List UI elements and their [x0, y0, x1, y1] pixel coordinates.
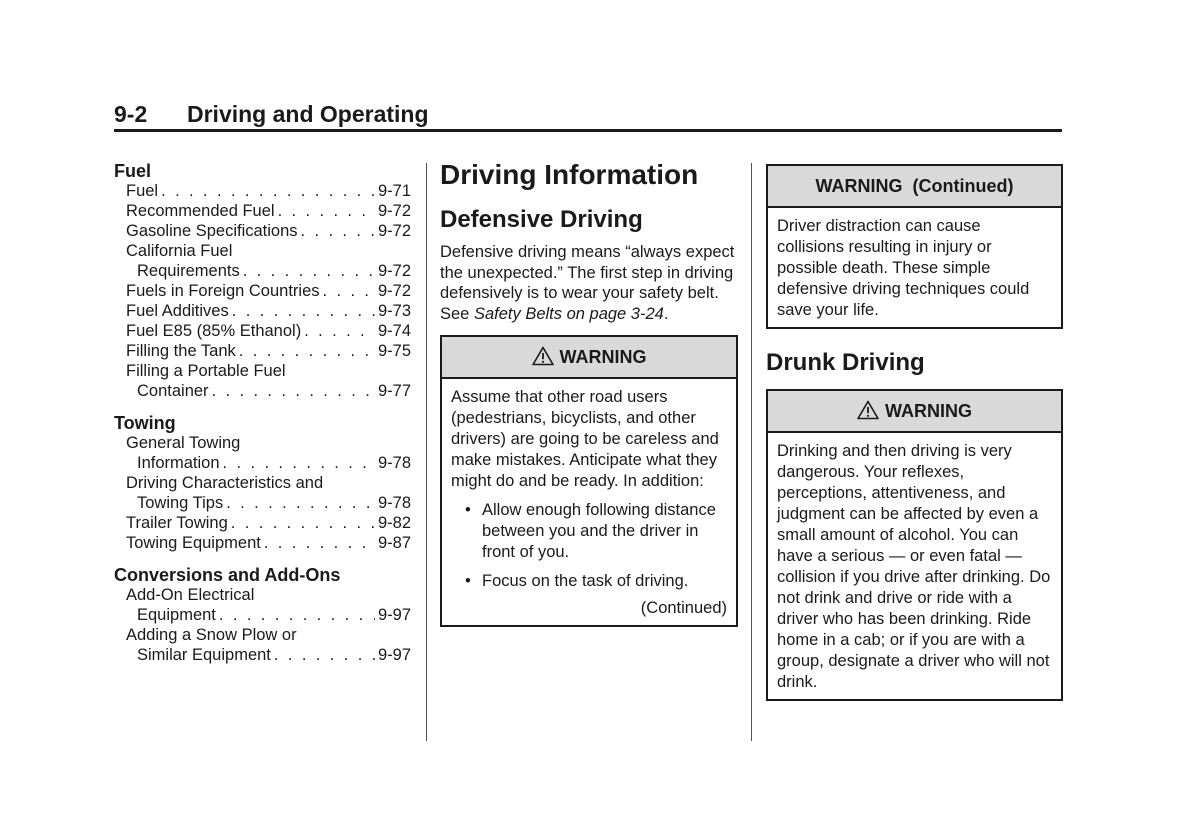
toc-entry-page: 9-72	[377, 202, 411, 220]
dot-leader	[226, 493, 375, 513]
dot-leader	[239, 341, 375, 361]
warning-title: WARNING	[885, 401, 972, 421]
dot-leader	[223, 453, 375, 473]
dot-leader	[323, 281, 375, 301]
warning-title: WARNING	[559, 347, 647, 367]
dot-leader	[212, 381, 375, 401]
toc-entry-page: 9-72	[377, 222, 411, 240]
warning-text: Drinking and then driving is very dangerous. Your reflexes, perceptions, attentiveness, and judgment can be affected by even a small amount of alcohol. You can have a serious — or even fatal — collision if you drive after drinking. Do not drink and drive or ride with a driver who has been drinking. Ride home in a cab; or if you are with a group, designate a driver who will not drink.	[777, 442, 1051, 691]
toc-entry-line[interactable]: Filling a Portable Fuel	[126, 362, 286, 380]
toc-entry[interactable]	[114, 281, 411, 301]
warning-header: WARNING (Continued)	[768, 166, 1061, 208]
dot-leader	[243, 261, 375, 281]
toc-entry-page: 9-82	[377, 514, 411, 532]
defensive-driving-warning-continued	[766, 164, 1063, 329]
toc-entry-page: 9-73	[377, 302, 411, 320]
toc-entry-title: Filling the Tank	[126, 342, 236, 360]
toc-entry-line[interactable]: General Towing	[126, 434, 241, 452]
section-title: Driving Information	[440, 159, 699, 190]
toc-entry-title: Recommended Fuel	[126, 202, 275, 220]
chapter-title: Driving and Operating	[187, 101, 429, 127]
toc-entry[interactable]	[114, 261, 411, 281]
toc-entry-page: 9-74	[377, 322, 411, 340]
warning-text: Driver distraction can cause collisions resulting in injury or possible death. These simple defensive driving techniques could save your life.	[777, 217, 1030, 319]
warning-bullet-list	[451, 500, 727, 592]
toc-entry[interactable]	[114, 513, 411, 533]
toc-entry[interactable]	[114, 201, 411, 221]
toc-entry-title: Fuels in Foreign Countries	[126, 282, 320, 300]
toc-entry[interactable]	[114, 321, 411, 341]
toc-entry-page: 9-78	[377, 454, 411, 472]
toc-entry-title: Information	[137, 454, 220, 472]
toc-entry[interactable]	[114, 645, 411, 665]
toc-entry-title: Towing Tips	[137, 494, 224, 512]
toc-entry-title: Towing Equipment	[126, 534, 261, 552]
toc-entry-title: Fuel Additives	[126, 302, 229, 320]
toc-entry-page: 9-71	[377, 182, 411, 200]
warning-triangle-icon	[857, 400, 879, 420]
toc-entry[interactable]	[114, 533, 411, 553]
dot-leader	[304, 321, 375, 341]
column-divider-left	[426, 163, 427, 741]
toc-entry[interactable]	[114, 381, 411, 401]
dot-leader	[161, 181, 375, 201]
toc-entry-line[interactable]: Adding a Snow Plow or	[126, 626, 297, 644]
toc-entry[interactable]	[114, 453, 411, 473]
toc-entry-line[interactable]: Add-On Electrical	[126, 586, 255, 604]
toc-entry-title: Equipment	[137, 606, 216, 624]
dot-leader	[264, 533, 375, 553]
toc-section-title: Fuel	[114, 161, 152, 181]
page-number: 9-2	[114, 101, 148, 127]
toc-entry[interactable]	[114, 221, 411, 241]
dot-leader	[274, 645, 375, 665]
subsection-title-drunk-driving: Drunk Driving	[766, 349, 925, 376]
toc-entry-title: Fuel E85 (85% Ethanol)	[126, 322, 302, 340]
toc-section-title: Towing	[114, 413, 176, 433]
toc-entry[interactable]	[114, 301, 411, 321]
toc-entry-page: 9-77	[377, 382, 411, 400]
list-item: • Focus on the task of driving.	[465, 572, 689, 590]
bullet-icon: •	[465, 501, 471, 519]
toc-entry-page: 9-75	[377, 342, 411, 360]
toc-entry-title: Gasoline Specifications	[126, 222, 298, 240]
warning-body	[442, 379, 736, 625]
dot-leader	[278, 201, 375, 221]
toc-entry-page: 9-97	[377, 606, 411, 624]
middle-column	[440, 158, 738, 627]
toc-section	[114, 565, 411, 665]
list-item: • Allow enough following distance between you and the driver in front of you.	[465, 501, 716, 561]
toc-entry-title: Container	[137, 382, 209, 400]
toc-section	[114, 413, 411, 553]
toc-entry-line[interactable]: California Fuel	[126, 242, 233, 260]
toc-entry-title: Similar Equipment	[137, 646, 271, 664]
subsection-title-defensive-driving: Defensive Driving	[440, 206, 643, 233]
bullet-icon: •	[465, 572, 471, 590]
toc-entry[interactable]	[114, 493, 411, 513]
column-divider-right	[751, 163, 752, 741]
defensive-driving-warning	[440, 335, 738, 627]
drunk-driving-warning	[766, 389, 1063, 701]
warning-text: Assume that other road users (pedestrians, bicyclists, and other drivers) are going to be careless and make mistakes. Anticipate what they might do and be ready. In addition:	[451, 388, 719, 490]
continued-label: (Continued)	[640, 599, 727, 617]
dot-leader	[219, 605, 375, 625]
defensive-driving-intro: Defensive driving means “always expect the unexpected.” The first step in driving defensively is to wear your safety belt. See Safety Belts on page 3-24.	[440, 243, 735, 323]
toc-section-title: Conversions and Add-Ons	[114, 565, 341, 585]
toc-entry[interactable]	[114, 181, 411, 201]
warning-header	[442, 337, 736, 379]
toc-entry-line[interactable]: Driving Characteristics and	[126, 474, 324, 492]
toc-entry-page: 9-72	[377, 262, 411, 280]
dot-leader	[231, 513, 375, 533]
right-column	[766, 164, 1063, 701]
toc-entry-page: 9-97	[377, 646, 411, 664]
page-header	[114, 101, 1062, 132]
toc-entry-page: 9-72	[377, 282, 411, 300]
toc-entry-page: 9-87	[377, 534, 411, 552]
warning-triangle-icon	[532, 346, 554, 366]
toc-entry-page: 9-78	[377, 494, 411, 512]
dot-leader	[232, 301, 375, 321]
cross-reference-link[interactable]: Safety Belts on page 3-24	[473, 304, 664, 323]
toc-entry[interactable]	[114, 605, 411, 625]
toc-entry-title: Trailer Towing	[126, 514, 228, 532]
toc-section	[114, 161, 411, 401]
chapter-contents	[114, 161, 411, 677]
dot-leader	[301, 221, 375, 241]
toc-entry-title: Fuel	[126, 182, 159, 200]
warning-header	[768, 391, 1061, 433]
toc-entry[interactable]	[114, 341, 411, 361]
toc-entry-title: Requirements	[137, 262, 240, 280]
